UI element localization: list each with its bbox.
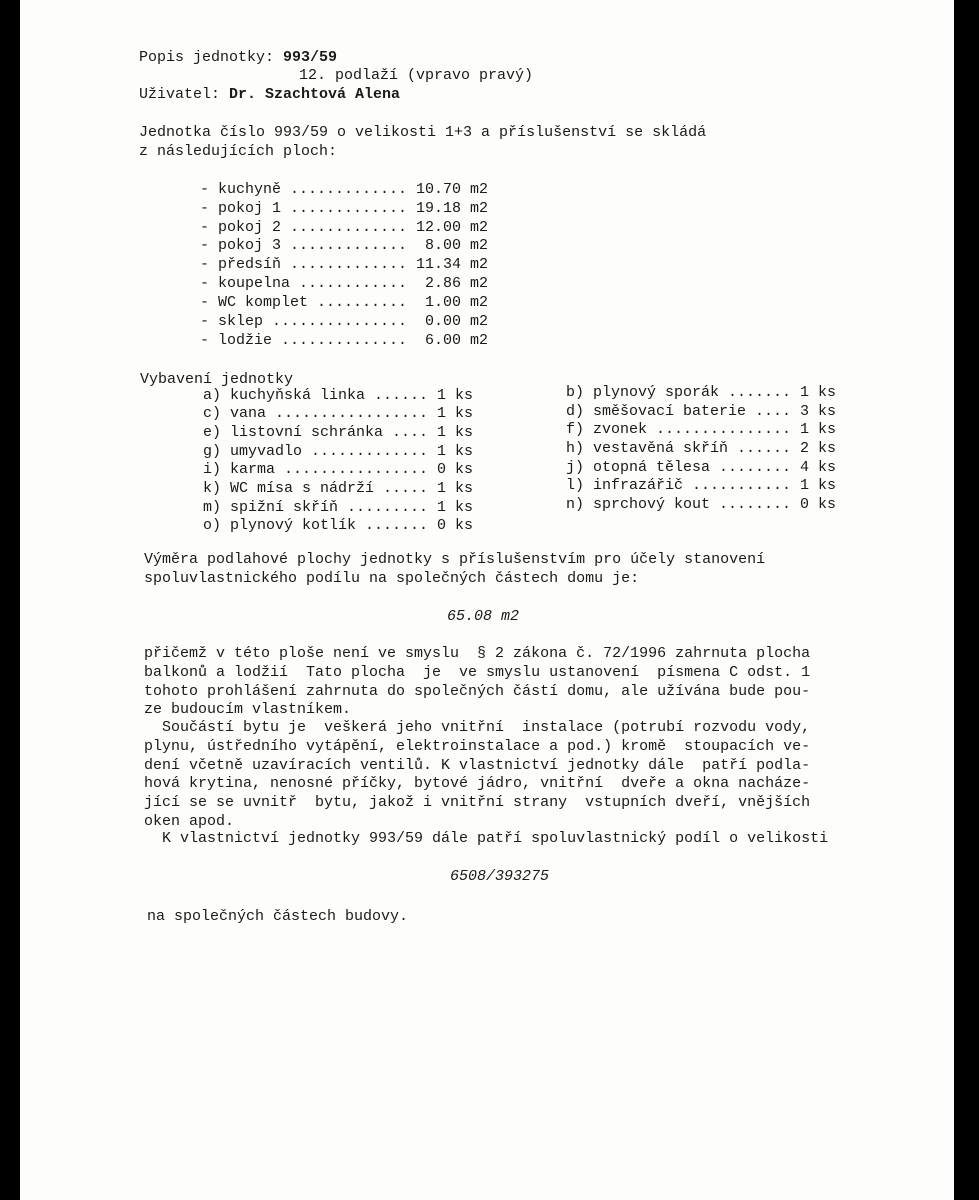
user-line <box>139 86 400 104</box>
unit-number: 993/59 <box>283 49 338 66</box>
body-line: tohoto prohlášení zahrnuta do společných částí domu, ale užívána bude pou- <box>144 683 811 700</box>
closing-text: na společných částech budovy. <box>147 908 409 925</box>
equipment-item: k) WC mísa s nádrží ..... 1 ks <box>203 480 474 497</box>
body-line: oken apod. <box>144 813 235 830</box>
area-item: - předsíň ............. 11.34 m2 <box>200 256 489 273</box>
intro-line: z následujících ploch: <box>139 143 338 160</box>
equipment-item: e) listovní schránka .... 1 ks <box>203 424 474 441</box>
area-item: - pokoj 1 ............. 19.18 m2 <box>200 200 489 217</box>
equipment-title: Vybavení jednotky <box>140 371 294 388</box>
body-line: přičemž v této ploše není ve smyslu § 2 zákona č. 72/1996 zahrnuta plocha <box>144 645 811 662</box>
share-value: 6508/393275 <box>450 868 550 885</box>
intro-line: Jednotka číslo 993/59 o velikosti 1+3 a příslušenství se skládá <box>139 124 707 141</box>
area-item: - pokoj 3 ............. 8.00 m2 <box>200 237 489 254</box>
body-line: Součástí bytu je veškerá jeho vnitřní instalace (potrubí rozvodu vody, <box>144 719 811 736</box>
body-line: hová krytina, nenosné příčky, bytové jádro, vnitřní dveře a okna nacháze- <box>144 775 811 792</box>
area-item: - kuchyně ............. 10.70 m2 <box>200 181 489 198</box>
equipment-item: d) směšovací baterie .... 3 ks <box>566 403 837 420</box>
equipment-item: h) vestavěná skříň ...... 2 ks <box>566 440 837 457</box>
equipment-item: g) umyvadlo ............. 1 ks <box>203 443 474 460</box>
equipment-item: c) vana ................. 1 ks <box>203 405 474 422</box>
equipment-item: m) spižní skříň ......... 1 ks <box>203 499 474 516</box>
equipment-item: f) zvonek ............... 1 ks <box>566 421 837 438</box>
user-name: Dr. Szachtová Alena <box>229 86 401 103</box>
area-item: - pokoj 2 ............. 12.00 m2 <box>200 219 489 236</box>
unit-label: Popis jednotky: <box>139 49 275 66</box>
equipment-item: a) kuchyňská linka ...... 1 ks <box>203 387 474 404</box>
area-item: - WC komplet .......... 1.00 m2 <box>200 294 489 311</box>
area-item: - sklep ............... 0.00 m2 <box>200 313 489 330</box>
user-label: Uživatel: <box>139 86 221 103</box>
body-line: plynu, ústředního vytápění, elektroinstalace a pod.) kromě stoupacích ve- <box>144 738 811 755</box>
floor-description: 12. podlaží (vpravo pravý) <box>299 67 534 84</box>
body-line: ze budoucím vlastníkem. <box>144 701 352 718</box>
equipment-item: l) infrazářič ........... 1 ks <box>566 477 837 494</box>
equipment-item: b) plynový sporák ....... 1 ks <box>566 384 837 401</box>
floor-area-value: 65.08 m2 <box>447 608 520 625</box>
area-item: - koupelna ............ 2.86 m2 <box>200 275 489 292</box>
unit-label-line <box>139 49 337 67</box>
equipment-item: o) plynový kotlík ....... 0 ks <box>203 517 474 534</box>
document-page <box>20 0 954 1200</box>
floor-area-text: Výměra podlahové plochy jednotky s příslušenstvím pro účely stanovení <box>144 551 766 568</box>
floor-area-text: spoluvlastnického podílu na společných částech domu je: <box>144 570 640 587</box>
equipment-item: n) sprchový kout ........ 0 ks <box>566 496 837 513</box>
area-item: - lodžie .............. 6.00 m2 <box>200 332 489 349</box>
body-line: dení včetně uzavíracích ventilů. K vlastnictví jednotky dále patří podla- <box>144 757 811 774</box>
body-line: K vlastnictví jednotky 993/59 dále patří spoluvlastnický podíl o velikosti <box>144 830 829 847</box>
body-line: balkonů a lodžií Tato plocha je ve smyslu ustanovení písmena C odst. 1 <box>144 664 811 681</box>
equipment-item: j) otopná tělesa ........ 4 ks <box>566 459 837 476</box>
body-line: jící se se uvnitř bytu, jakož i vnitřní strany vstupních dveří, vnějších <box>144 794 811 811</box>
equipment-item: i) karma ................ 0 ks <box>203 461 474 478</box>
